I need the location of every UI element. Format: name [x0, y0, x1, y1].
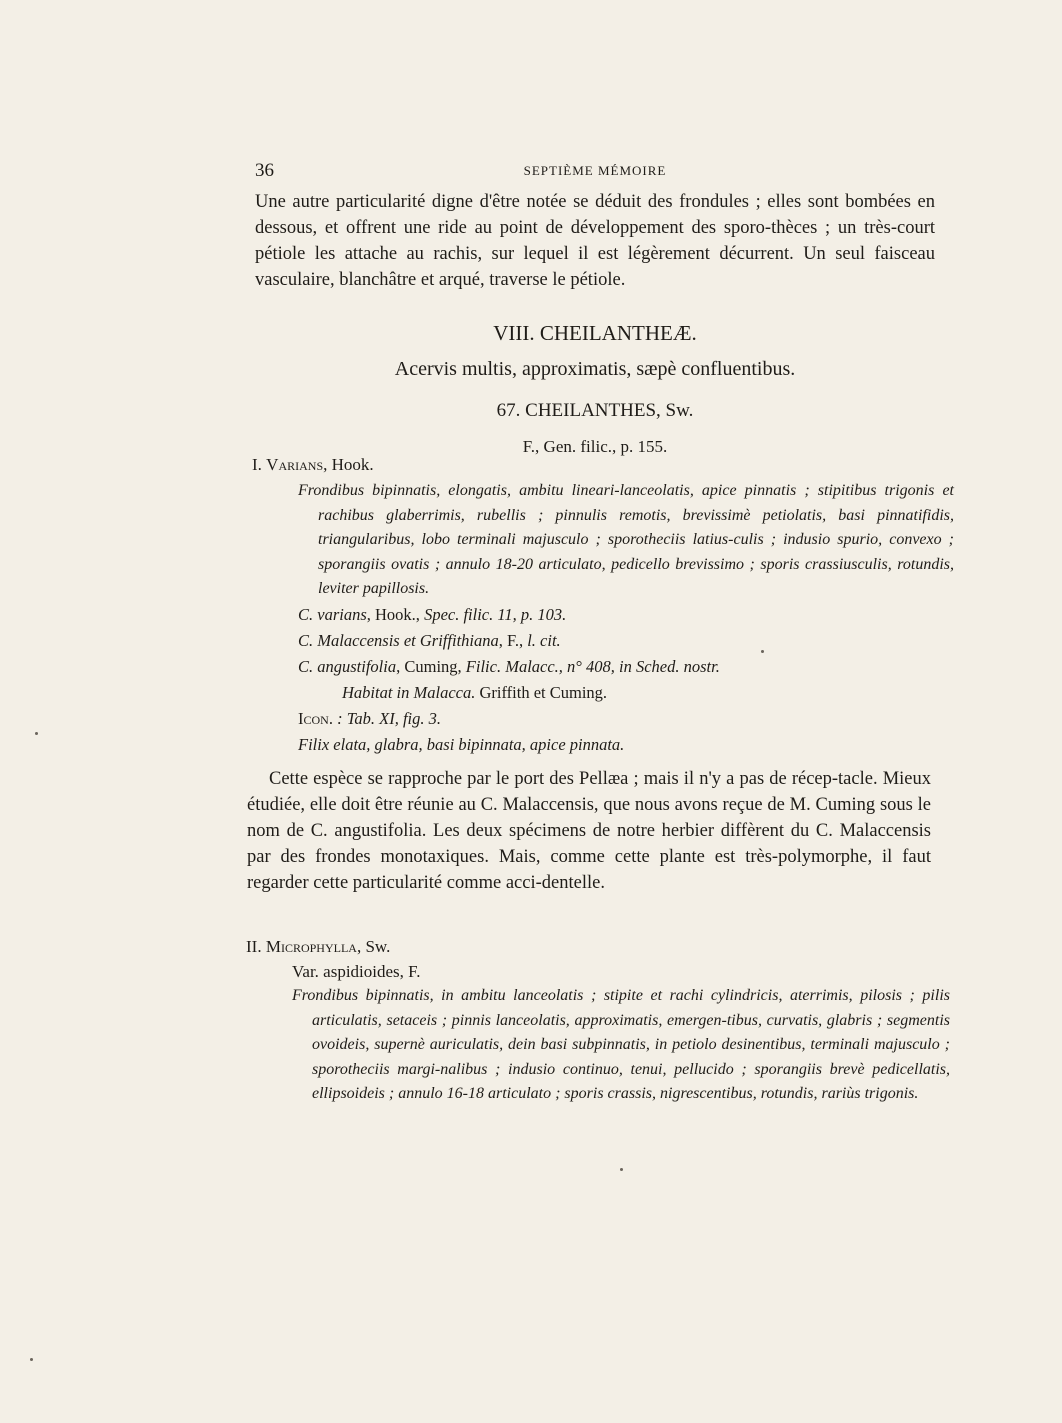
synonym-ref: Spec. filic. 11, p. 103.	[424, 605, 567, 624]
synonym-item	[298, 602, 934, 628]
synonym-ref: l. cit.	[527, 631, 561, 650]
species-number: I.	[252, 455, 262, 474]
habitat-collectors: Griffith et Cuming.	[479, 683, 608, 702]
genus-title: 67. CHEILANTHES, Sw.	[496, 400, 694, 421]
habitat-line	[298, 680, 934, 706]
synonym-name: C. varians	[298, 605, 367, 624]
synonym-author: , F.,	[498, 631, 528, 650]
discussion-paragraph: Cette espèce se rapproche par le port des Pellæa ; mais il n'y a pas de récep-tacle. Mieux étudiée, elle doit être réunie au C. Malaccensis, que nous avons reçue de M. Cuming sous le nom de C. angustifolia. Les deux spécimens de notre herbier diffèrent du C. Malaccensis par des frondes monotaxiques. Mais, comme cette plante est très-polymorphe, il faut regarder cette particularité comme acci-dentelle.	[247, 769, 931, 893]
species-author: , Sw.	[356, 937, 391, 956]
page-number: 36	[255, 160, 274, 181]
synonym-name: C. Malaccensis et Griffithiana	[298, 631, 499, 650]
synonym-name: C. angustifolia	[298, 657, 397, 676]
species-name: Varians	[266, 455, 324, 474]
species-name: Microphylla	[265, 937, 357, 956]
variety-line: Var. aspidioides, F.	[292, 962, 421, 981]
species-heading-2	[246, 934, 926, 960]
icon-ref: : Tab. XI, fig. 3.	[337, 709, 441, 728]
synonym-item	[298, 654, 934, 680]
species-author: , Hook.	[323, 455, 374, 474]
synonym-list	[298, 602, 934, 758]
genus-reference: F., Gen. filic., p. 155.	[522, 437, 668, 456]
species-number: II.	[246, 937, 262, 956]
section-subtitle: Acervis multis, approximatis, sæpè confluentibus.	[394, 358, 796, 380]
synonym-author: , Cuming,	[396, 657, 466, 676]
icon-label: Icon.	[298, 709, 333, 728]
species-diagnosis-1: Frondibus bipinnatis, elongatis, ambitu lineari-lanceolatis, apice pinnatis ; stipitibus trigonis et rachibus glaberrimis, rubellis ; pinnulis remotis, brevissimè petiolatis, basi pinnatifidis, triangularibus, lobo terminali majusculo ; sporotheciis latius-culis ; indusio spurio, convexo ; sporangiis ovatis ; annulo 18-20 articulato, pedicello brevissimo ; sporis crassiusculis, rotundis, leviter papillosis.	[298, 482, 954, 597]
species-heading-1	[252, 452, 932, 478]
running-head: SEPTIÈME MÉMOIRE	[523, 163, 667, 178]
species-diagnosis-2: Frondibus bipinnatis, in ambitu lanceolatis ; stipite et rachi cylindricis, aterrimis, pilosis ; pilis articulatis, setaceis ; pinnis lanceolatis, approximatis, emergen-tibus, curvatis, glabris ; segmentis ovoideis, supernè auriculatis, dein basi subpinnatis, in petiolo desinentibus, terminali majusculo ; sporotheciis margi-nalibus ; indusio continuo, tenui, pellucido ; sporangiis brevè pedicellatis, ellipsoideis ; annulo 16-18 articulato ; sporis crassis, nigrescentibus, rotundis, rariùs trigonis.	[292, 987, 950, 1102]
synonym-item	[298, 628, 934, 654]
intro-paragraph: Une autre particularité digne d'être notée se déduit des frondules ; elles sont bombées en dessous, et offrent une ride au point de développement des sporo-thèces ; un très-court pétiole les attache au rachis, sur lequel il est légèrement décurrent. Un seul faisceau vasculaire, blanchâtre et arqué, traverse le pétiole.	[255, 192, 935, 290]
icon-reference	[298, 706, 934, 732]
synonym-ref: Filic. Malacc., n° 408, in Sched. nostr.	[465, 657, 720, 676]
icon-caption: Filix elata, glabra, basi bipinnata, apice pinnata.	[298, 735, 625, 754]
page-header	[255, 160, 935, 184]
synonym-author: , Hook.,	[366, 605, 425, 624]
habitat-label: Habitat in Malacca.	[342, 683, 476, 702]
section-title: VIII. CHEILANTHEÆ.	[493, 321, 697, 345]
